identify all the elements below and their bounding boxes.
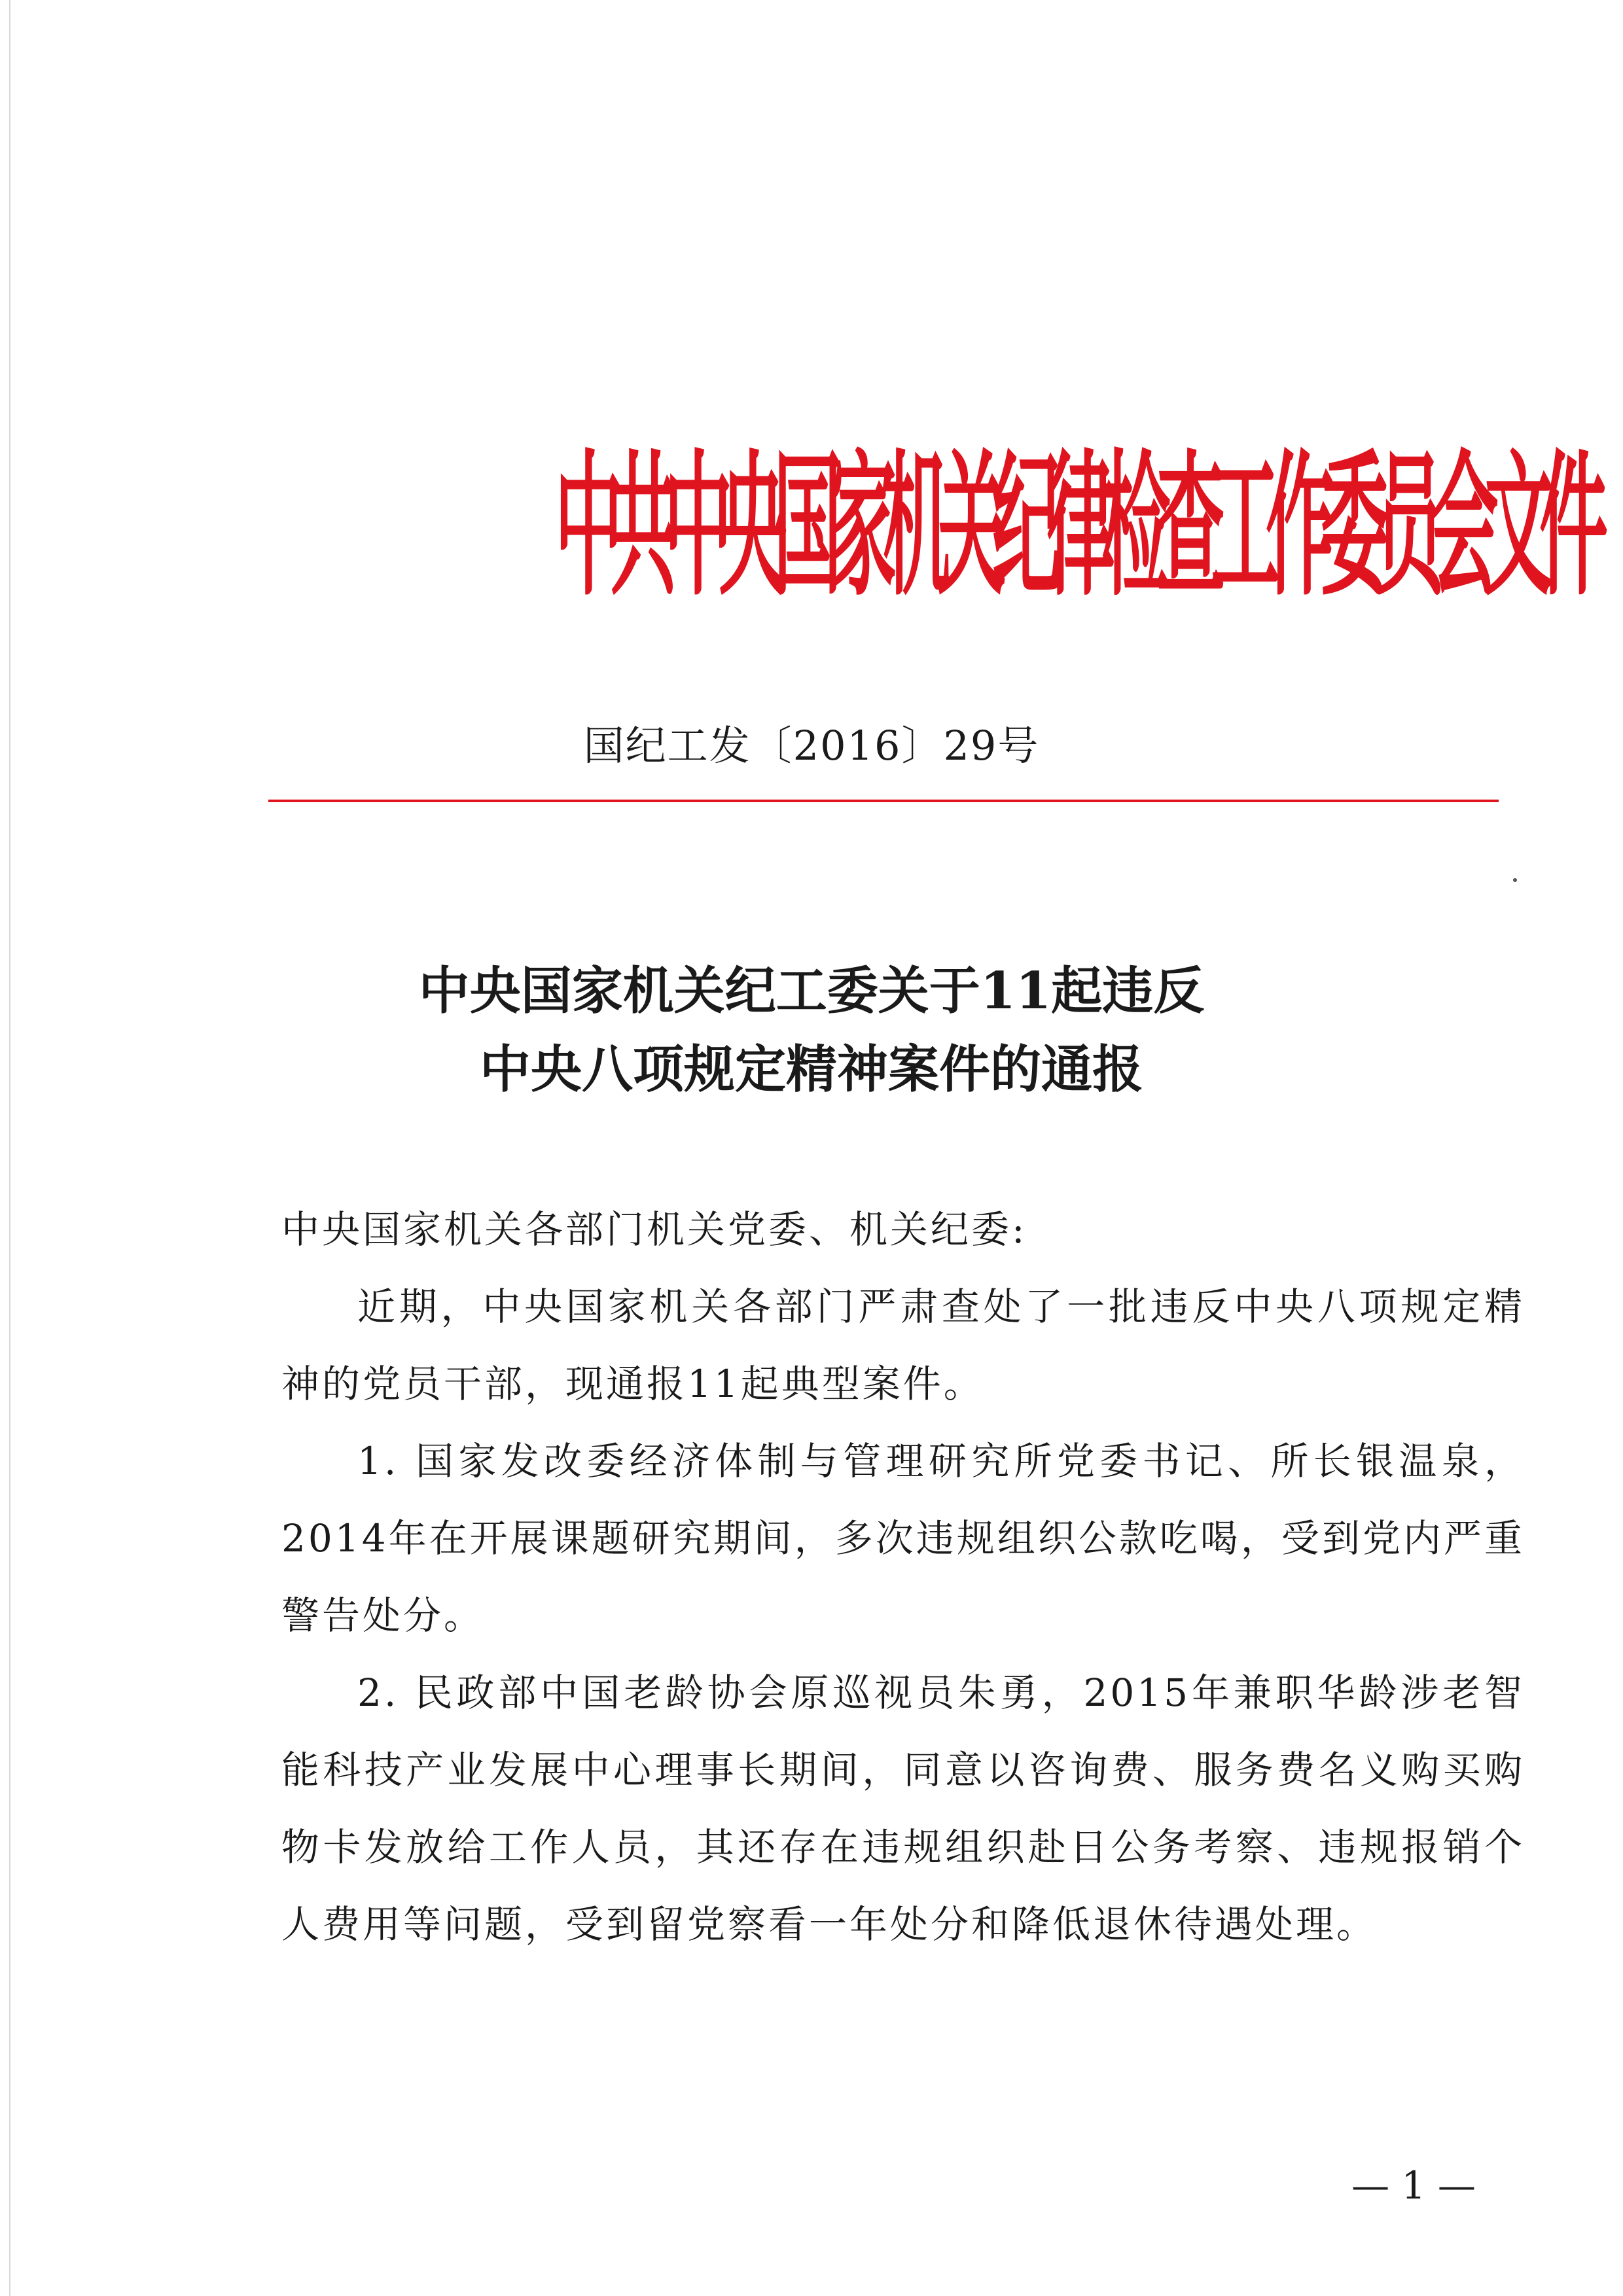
notice-title <box>0 952 1623 1109</box>
document-number: 国纪工发〔2016〕29号 <box>583 722 1040 769</box>
paragraph-case-2: 2. 民政部中国老龄协会原巡视员朱勇，2015年兼职华龄涉老智能科技产业发展中心理事长期间，同意以咨询费、服务费名义购买购物卡发放给工作人员，其还存在违规组织赴日公务考察、违规报销个人费用等问题，受到留党察看一年处分和降低退休待遇处理。 <box>281 1670 1525 1947</box>
notice-title-line-2: 中央八项规定精神案件的通报 <box>479 1040 1143 1099</box>
notice-title-line-1: 中央国家机关纪工委关于11起违反 <box>418 961 1205 1021</box>
scan-edge-line <box>9 0 10 2296</box>
page-number: — 1 — <box>1351 2163 1476 2208</box>
paragraph-intro: 近期，中央国家机关各部门严肃查处了一批违反中央八项规定精神的党员干部，现通报11起典型案件。 <box>281 1284 1525 1406</box>
salutation: 中央国家机关各部门机关党委、机关纪委: <box>281 1207 1027 1252</box>
paragraph-case-1: 1. 国家发改委经济体制与管理研究所党委书记、所长银温泉，2014年在开展课题研究期间，多次违规组织公款吃喝，受到党内严重警告处分。 <box>281 1439 1525 1638</box>
notice-body <box>281 1191 1525 1963</box>
masthead-title: 中共中央国家机关纪律检查工作委员会文件 <box>554 436 1594 617</box>
red-divider-rule <box>268 800 1499 802</box>
scan-speck <box>1513 878 1517 882</box>
